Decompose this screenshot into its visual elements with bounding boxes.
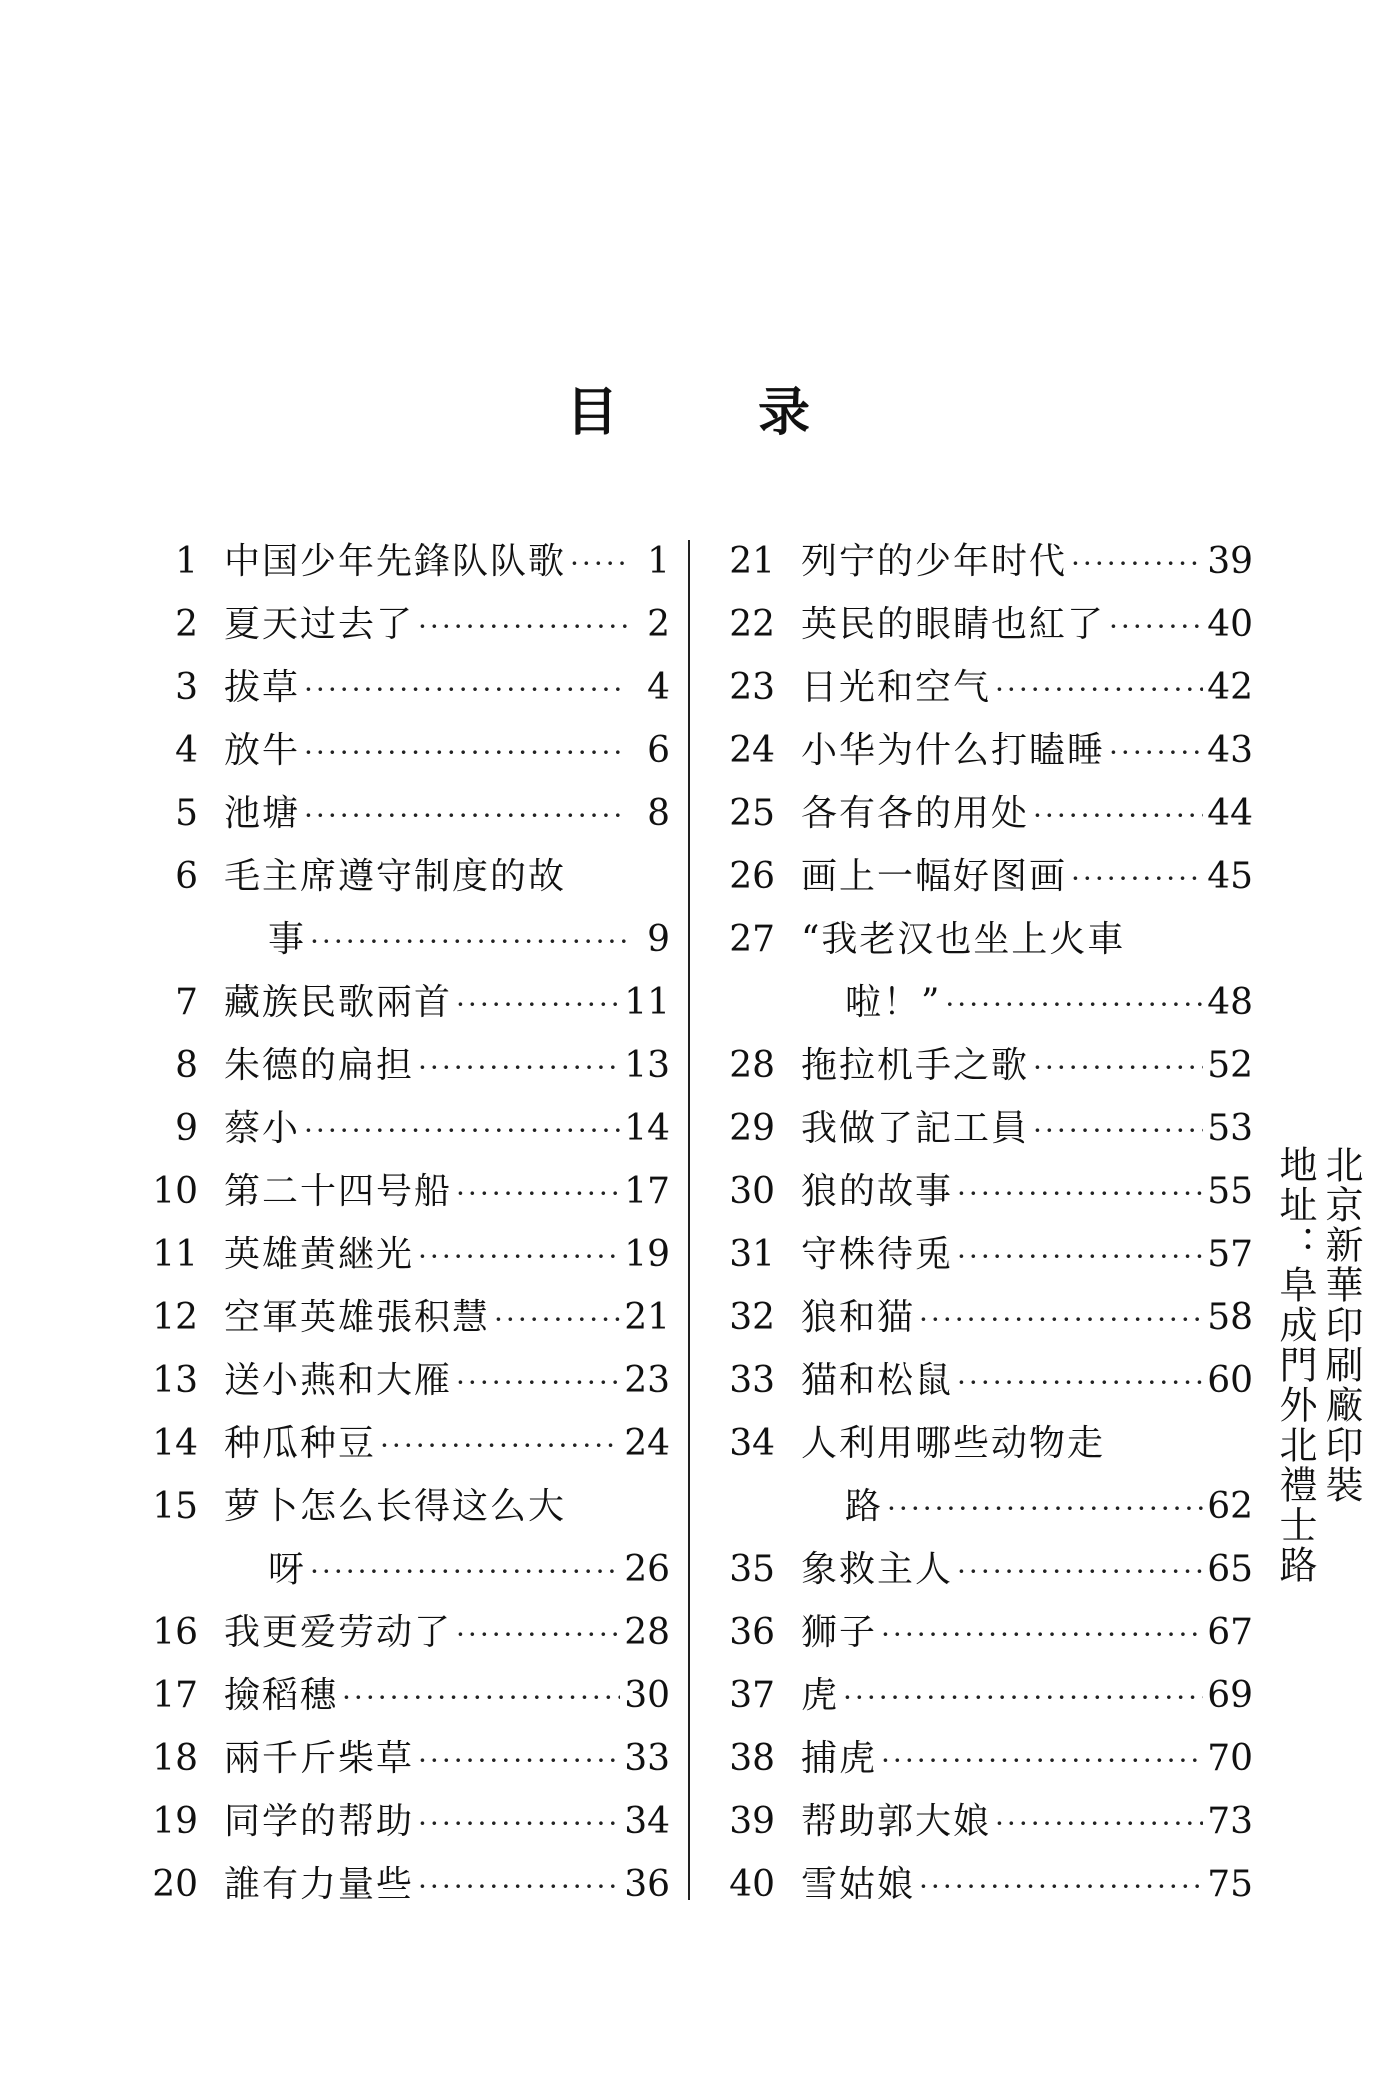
entry-page-number: 43 — [1207, 730, 1253, 771]
toc-entry-line — [128, 1223, 670, 1286]
entry-number: 25 — [729, 793, 775, 834]
entry-title: 夏天过去了 — [224, 604, 415, 645]
toc-entry-line — [128, 971, 670, 1034]
entry-page-number: 30 — [624, 1675, 670, 1716]
dot-leader — [887, 1477, 1203, 1540]
entry-title: 狼和猫 — [801, 1297, 916, 1338]
dot-leader — [310, 1540, 620, 1603]
toc-entry — [705, 908, 1253, 1034]
entry-number: 20 — [152, 1864, 198, 1905]
entry-page-number: 42 — [1207, 667, 1253, 708]
toc-entry — [705, 845, 1253, 908]
toc-entry — [128, 593, 670, 656]
toc-entry — [705, 656, 1253, 719]
entry-page-number: 40 — [1207, 604, 1253, 645]
toc-entry — [128, 1853, 670, 1916]
dot-leader — [380, 1414, 620, 1477]
dot-leader — [456, 1162, 620, 1225]
entry-page-number: 69 — [1207, 1675, 1253, 1716]
entry-page-number: 28 — [624, 1612, 670, 1653]
dot-leader — [957, 1540, 1203, 1603]
entry-number: 29 — [729, 1108, 775, 1149]
column-divider — [688, 540, 690, 1900]
entry-number: 16 — [152, 1612, 198, 1653]
toc-entry-line — [705, 782, 1253, 845]
dot-leader — [995, 658, 1203, 721]
toc-entry — [128, 971, 670, 1034]
entry-title: 空軍英雄張积慧 — [224, 1297, 491, 1338]
entry-title: 狮子 — [801, 1612, 878, 1653]
entry-title: 拔草 — [224, 667, 301, 708]
dot-leader — [881, 1729, 1203, 1792]
entry-title: 英雄黄継光 — [224, 1234, 415, 1275]
entry-title: 列宁的少年时代 — [801, 541, 1068, 582]
toc-entry-line — [705, 845, 1253, 908]
entry-number: 15 — [152, 1486, 198, 1527]
entry-page-number: 2 — [647, 604, 670, 645]
entry-title: 帮助郭大娘 — [801, 1801, 992, 1842]
toc-entry-line — [705, 1160, 1253, 1223]
entry-title: 猫和松鼠 — [801, 1360, 954, 1401]
dot-leader — [456, 973, 620, 1036]
entry-number: 18 — [152, 1738, 198, 1779]
toc-entry — [128, 782, 670, 845]
entry-number: 4 — [175, 730, 198, 771]
dot-leader — [494, 1288, 620, 1351]
toc-entry-line — [705, 530, 1253, 593]
toc-entry — [705, 719, 1253, 782]
dot-leader — [957, 1351, 1203, 1414]
toc-entry — [128, 845, 670, 971]
entry-page-number: 26 — [624, 1549, 670, 1590]
entry-number: 14 — [152, 1423, 198, 1464]
dot-leader — [304, 1099, 620, 1162]
dot-leader — [304, 784, 628, 847]
page-title — [0, 370, 1376, 445]
dot-leader — [418, 1729, 620, 1792]
entry-page-number: 67 — [1207, 1612, 1253, 1653]
printer-address: 地址：阜成門外北禮士路 — [1273, 1145, 1317, 1585]
entry-number: 12 — [152, 1297, 198, 1338]
toc-left-column — [128, 530, 670, 1916]
entry-title: 中国少年先鋒队队歌 — [224, 541, 567, 582]
toc-entry — [705, 1601, 1253, 1664]
entry-title: 象救主人 — [801, 1549, 954, 1590]
toc-entry-line — [128, 593, 670, 656]
toc-entry — [128, 1601, 670, 1664]
entry-number: 33 — [729, 1360, 775, 1401]
dot-leader — [1033, 784, 1203, 847]
entry-number: 9 — [175, 1108, 198, 1149]
entry-title: 毛主席遵守制度的故 — [224, 856, 567, 897]
entry-title: 兩千斤柴草 — [224, 1738, 415, 1779]
dot-leader — [1109, 721, 1203, 784]
toc-entry — [128, 1286, 670, 1349]
entry-number: 31 — [729, 1234, 775, 1275]
toc-entry-line — [705, 593, 1253, 656]
dot-leader — [418, 1225, 620, 1288]
toc-entry — [128, 1223, 670, 1286]
toc-entry-line — [128, 1538, 670, 1601]
entry-page-number: 48 — [1207, 982, 1253, 1023]
entry-number: 32 — [729, 1297, 775, 1338]
toc-entry-line — [705, 1097, 1253, 1160]
dot-leader — [304, 721, 628, 784]
entry-page-number: 14 — [624, 1108, 670, 1149]
toc-entry-line — [705, 1664, 1253, 1727]
toc-entry-line — [705, 1538, 1253, 1601]
entry-page-number: 13 — [624, 1045, 670, 1086]
toc-entry — [128, 1790, 670, 1853]
entry-number: 30 — [729, 1171, 775, 1212]
toc-entry — [705, 782, 1253, 845]
entry-page-number: 65 — [1207, 1549, 1253, 1590]
toc-entry — [128, 1160, 670, 1223]
toc-entry-line — [705, 1223, 1253, 1286]
toc-entry — [128, 1727, 670, 1790]
toc-entry-line — [705, 908, 1253, 971]
toc-entry-line — [128, 656, 670, 719]
dot-leader — [418, 1855, 620, 1918]
toc-entry-line — [128, 1790, 670, 1853]
entry-title: 捕虎 — [801, 1738, 878, 1779]
toc-entry-line — [128, 1601, 670, 1664]
dot-leader — [456, 1351, 620, 1414]
dot-leader — [310, 910, 628, 973]
entry-title: 日光和空气 — [801, 667, 992, 708]
dot-leader — [881, 1603, 1203, 1666]
toc-entry — [128, 1664, 670, 1727]
toc-entry-line — [128, 1853, 670, 1916]
entry-page-number: 53 — [1207, 1108, 1253, 1149]
toc-entry-line — [128, 1727, 670, 1790]
entry-number: 10 — [152, 1171, 198, 1212]
toc-entry-line — [128, 1160, 670, 1223]
toc-entry — [705, 1097, 1253, 1160]
toc-entry — [128, 656, 670, 719]
entry-page-number: 58 — [1207, 1297, 1253, 1338]
entry-title: 我更爱劳动了 — [224, 1612, 453, 1653]
toc-entry — [705, 1727, 1253, 1790]
dot-leader — [418, 595, 628, 658]
entry-title: 蔡小 — [224, 1108, 301, 1149]
dot-leader — [957, 1225, 1203, 1288]
toc-entry-line — [705, 1601, 1253, 1664]
toc-entry-line — [705, 719, 1253, 782]
toc-entry-line — [705, 1727, 1253, 1790]
entry-title: 撿稻穗 — [224, 1675, 339, 1716]
entry-page-number: 75 — [1207, 1864, 1253, 1905]
toc-entry-line — [128, 782, 670, 845]
toc-entry-line — [705, 1034, 1253, 1097]
toc-entry-line — [128, 1412, 670, 1475]
entry-page-number: 9 — [647, 919, 670, 960]
entry-title: 放牛 — [224, 730, 301, 771]
entry-page-number: 4 — [647, 667, 670, 708]
entry-page-number: 60 — [1207, 1360, 1253, 1401]
entry-title: 池塘 — [224, 793, 301, 834]
toc-entry-line — [128, 1349, 670, 1412]
toc-entry — [128, 1475, 670, 1601]
entry-title: 送小燕和大雁 — [224, 1360, 453, 1401]
toc-entry — [705, 1538, 1253, 1601]
entry-number: 36 — [729, 1612, 775, 1653]
entry-number: 5 — [175, 793, 198, 834]
dot-leader — [1071, 532, 1203, 595]
toc-entry-line — [705, 1790, 1253, 1853]
dot-leader — [945, 973, 1203, 1036]
dot-leader — [1033, 1036, 1203, 1099]
entry-number: 11 — [152, 1234, 198, 1275]
toc-entry-line — [705, 1853, 1253, 1916]
toc-entry-line — [128, 1286, 670, 1349]
entry-title: 啦！” — [845, 982, 942, 1023]
toc-entry-line — [128, 719, 670, 782]
toc-entry — [705, 593, 1253, 656]
entry-title: 第二十四号船 — [224, 1171, 453, 1212]
dot-leader — [570, 532, 628, 595]
toc-entry — [705, 1664, 1253, 1727]
entry-number: 28 — [729, 1045, 775, 1086]
toc-entry-line — [128, 1034, 670, 1097]
dot-leader — [843, 1666, 1203, 1729]
entry-number: 37 — [729, 1675, 775, 1716]
entry-title: 狼的故事 — [801, 1171, 954, 1212]
toc-entry — [705, 1223, 1253, 1286]
entry-page-number: 57 — [1207, 1234, 1253, 1275]
entry-page-number: 36 — [624, 1864, 670, 1905]
dot-leader — [957, 1162, 1203, 1225]
dot-leader — [919, 1288, 1203, 1351]
entry-number: 8 — [175, 1045, 198, 1086]
toc-entry-line — [128, 1097, 670, 1160]
toc-entry — [705, 1790, 1253, 1853]
toc-entry — [128, 719, 670, 782]
entry-title: 朱德的扁担 — [224, 1045, 415, 1086]
entry-page-number: 52 — [1207, 1045, 1253, 1086]
entry-number: 22 — [729, 604, 775, 645]
entry-page-number: 45 — [1207, 856, 1253, 897]
entry-number: 34 — [729, 1423, 775, 1464]
toc-entry — [705, 1853, 1253, 1916]
title-char-2: 录 — [758, 382, 811, 443]
toc-entry — [705, 1286, 1253, 1349]
entry-title: 同学的帮助 — [224, 1801, 415, 1842]
entry-page-number: 8 — [647, 793, 670, 834]
dot-leader — [1071, 847, 1203, 910]
entry-page-number: 1 — [647, 541, 670, 582]
toc-entry-line — [128, 1475, 670, 1538]
toc-entry-line — [705, 1286, 1253, 1349]
entry-number: 24 — [729, 730, 775, 771]
entry-title: 画上一幅好图画 — [801, 856, 1068, 897]
printer-name: 北京新華印刷廠印裝 — [1319, 1145, 1363, 1505]
entry-page-number: 33 — [624, 1738, 670, 1779]
entry-number: 39 — [729, 1801, 775, 1842]
entry-title: 英民的眼睛也紅了 — [801, 604, 1106, 645]
dot-leader — [342, 1666, 620, 1729]
toc-entry — [705, 1160, 1253, 1223]
entry-page-number: 34 — [624, 1801, 670, 1842]
toc-entry-line — [705, 1349, 1253, 1412]
entry-number: 17 — [152, 1675, 198, 1716]
toc-entry — [128, 1349, 670, 1412]
dot-leader — [418, 1036, 620, 1099]
entry-title: 雪姑娘 — [801, 1864, 916, 1905]
entry-title: 虎 — [801, 1675, 840, 1716]
entry-number: 7 — [175, 982, 198, 1023]
entry-number: 2 — [175, 604, 198, 645]
toc-entry — [705, 1034, 1253, 1097]
entry-title: 呀 — [268, 1549, 307, 1590]
entry-page-number: 73 — [1207, 1801, 1253, 1842]
toc-entry-line — [128, 908, 670, 971]
entry-number: 1 — [175, 541, 198, 582]
entry-page-number: 17 — [624, 1171, 670, 1212]
entry-page-number: 23 — [624, 1360, 670, 1401]
entry-number: 40 — [729, 1864, 775, 1905]
entry-number: 6 — [175, 856, 198, 897]
entry-title: 事 — [268, 919, 307, 960]
toc-entry-line — [128, 1664, 670, 1727]
entry-page-number: 44 — [1207, 793, 1253, 834]
toc-entry-line — [705, 656, 1253, 719]
entry-number: 3 — [175, 667, 198, 708]
entry-page-number: 6 — [647, 730, 670, 771]
entry-number: 19 — [152, 1801, 198, 1842]
entry-number: 23 — [729, 667, 775, 708]
toc-entry-line — [128, 530, 670, 593]
toc-entry — [128, 1412, 670, 1475]
toc-entry — [128, 1097, 670, 1160]
entry-title: 人利用哪些动物走 — [801, 1423, 1106, 1464]
entry-page-number: 21 — [624, 1297, 670, 1338]
dot-leader — [1033, 1099, 1203, 1162]
entry-title: 小华为什么打瞌睡 — [801, 730, 1106, 771]
entry-title: 我做了記工員 — [801, 1108, 1030, 1149]
toc-entry-line — [705, 971, 1253, 1034]
entry-page-number: 11 — [624, 982, 670, 1023]
dot-leader — [304, 658, 628, 721]
toc-entry — [705, 530, 1253, 593]
toc-entry — [128, 530, 670, 593]
entry-page-number: 24 — [624, 1423, 670, 1464]
entry-page-number: 70 — [1207, 1738, 1253, 1779]
toc-entry — [128, 1034, 670, 1097]
entry-number: 21 — [729, 541, 775, 582]
entry-number: 26 — [729, 856, 775, 897]
entry-page-number: 55 — [1207, 1171, 1253, 1212]
entry-number: 27 — [729, 919, 775, 960]
toc-entry-line — [705, 1475, 1253, 1538]
entry-title: “我老汉也坐上火車 — [801, 919, 1126, 960]
toc-right-column — [705, 530, 1253, 1916]
toc-entry-line — [128, 845, 670, 908]
toc-entry-line — [705, 1412, 1253, 1475]
entry-page-number: 19 — [624, 1234, 670, 1275]
entry-title: 誰有力量些 — [224, 1864, 415, 1905]
entry-number: 38 — [729, 1738, 775, 1779]
entry-page-number: 62 — [1207, 1486, 1253, 1527]
entry-number: 35 — [729, 1549, 775, 1590]
dot-leader — [456, 1603, 620, 1666]
entry-title: 种瓜种豆 — [224, 1423, 377, 1464]
printer-imprint — [1273, 1145, 1364, 1585]
toc-entry — [705, 1349, 1253, 1412]
entry-page-number: 39 — [1207, 541, 1253, 582]
dot-leader — [995, 1792, 1203, 1855]
entry-title: 路 — [845, 1486, 884, 1527]
dot-leader — [919, 1855, 1203, 1918]
entry-title: 守株待兎 — [801, 1234, 954, 1275]
entry-title: 萝卜怎么长得这么大 — [224, 1486, 567, 1527]
entry-title: 藏族民歌兩首 — [224, 982, 453, 1023]
entry-title: 拖拉机手之歌 — [801, 1045, 1030, 1086]
title-char-1: 目 — [565, 382, 618, 443]
dot-leader — [418, 1792, 620, 1855]
toc-entry — [705, 1412, 1253, 1538]
entry-number: 13 — [152, 1360, 198, 1401]
entry-title: 各有各的用处 — [801, 793, 1030, 834]
dot-leader — [1109, 595, 1203, 658]
